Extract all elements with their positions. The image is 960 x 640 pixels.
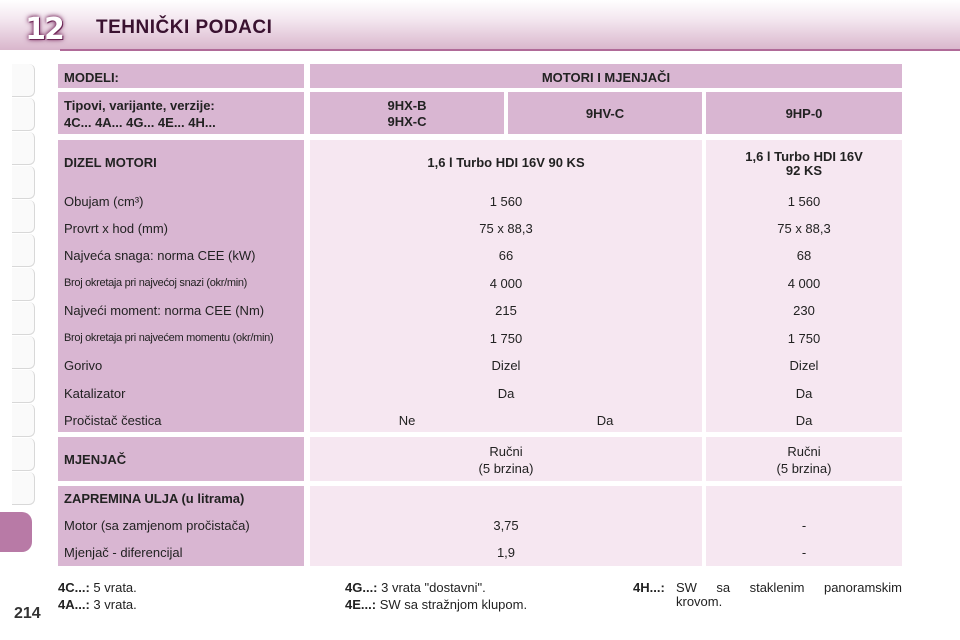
types-label-line2: 4C... 4A... 4G... 4E... 4H... — [64, 115, 216, 130]
engine1-name: 1,6 l Turbo HDI 16V 90 KS — [427, 155, 585, 170]
oil-value-engine2: - — [801, 518, 807, 533]
engines-header: MOTORI I MJENJAČI — [310, 64, 902, 88]
spec-label: Gorivo — [64, 358, 103, 373]
spec-value-engine1: Dizel — [491, 358, 521, 373]
chapter-badge: 12 — [25, 12, 63, 47]
footnote-text: SW sa stražnjom klupom. — [379, 597, 528, 612]
diesel-label: DIZEL MOTORI — [64, 155, 157, 170]
footnote-4g — [345, 580, 486, 595]
footnote-4h-text-line2: krovom. — [676, 594, 723, 609]
page-number: 214 — [14, 605, 41, 622]
spec-value-engine2: Da — [795, 386, 813, 401]
oil-row-label: Mjenjač - diferencijal — [64, 545, 183, 560]
footnote-4e — [345, 597, 527, 612]
oil-value-engine1: 3,75 — [493, 518, 519, 533]
spec-value-engine2: 230 — [793, 303, 815, 318]
footnote-text: 3 vrata "dostavni". — [381, 580, 486, 595]
chapter-tab[interactable] — [12, 234, 35, 267]
spec-value-engine1: Da — [497, 386, 515, 401]
gearbox-engine2-line1: Ručni — [787, 444, 821, 459]
chapter-tab[interactable] — [12, 438, 35, 471]
footnote-code: 4C...: — [58, 580, 90, 595]
footnote-text: 3 vrata. — [93, 597, 137, 612]
spec-value-engine1: 215 — [495, 303, 517, 318]
spec-value-engine2: 4 000 — [787, 276, 821, 291]
spec-label: Katalizator — [64, 386, 126, 401]
spec-value-engine2: Dizel — [789, 358, 819, 373]
chapter-tab[interactable] — [12, 472, 35, 505]
spec-label: Obujam (cm³) — [64, 194, 144, 209]
footnote-4h-text-line1: SW sa staklenim panoramskim — [676, 580, 902, 595]
filter-value-9hxb-9hxc: Ne — [398, 413, 416, 428]
type-col1-line1: 9HX-B — [387, 98, 427, 113]
gearbox-engine1-line2: (5 brzina) — [478, 461, 534, 476]
type-col1 — [310, 92, 504, 134]
footnote-code: 4A...: — [58, 597, 90, 612]
types-label — [58, 92, 304, 134]
spec-label: Broj okretaja pri najvećoj snazi (okr/min) — [64, 277, 248, 289]
chapter-tab[interactable] — [12, 166, 35, 199]
footnote-code: 4G...: — [345, 580, 378, 595]
spec-value-engine1: 66 — [498, 248, 514, 263]
footnote-text: 5 vrata. — [93, 580, 137, 595]
gearbox-engine1-line1: Ručni — [489, 444, 523, 459]
spec-value-engine1: 4 000 — [489, 276, 523, 291]
footnote-code: 4H...: — [633, 580, 665, 595]
spec-value-engine2: 1 560 — [787, 194, 821, 209]
spec-value-engine2: 75 x 88,3 — [777, 221, 831, 236]
spec-label: Provrt x hod (mm) — [64, 221, 169, 236]
filter-label: Pročistač čestica — [64, 413, 162, 428]
engine2-name-line2: 92 KS — [785, 163, 823, 178]
header-divider — [60, 49, 960, 51]
chapter-tab[interactable] — [12, 98, 35, 131]
footnote-4c — [58, 580, 137, 595]
page-title: TEHNIČKI PODACI — [96, 17, 273, 38]
chapter-tab[interactable] — [12, 268, 35, 301]
models-header: MODELI: — [58, 64, 304, 88]
spec-value-engine1: 75 x 88,3 — [479, 221, 533, 236]
spec-value-engine2: 1 750 — [787, 331, 821, 346]
filter-value-9hvc: Da — [596, 413, 614, 428]
chapter-tab[interactable] — [12, 200, 35, 233]
spec-label: Najveća snaga: norma CEE (kW) — [64, 248, 256, 263]
footnote-4h — [633, 580, 665, 595]
oil-label: ZAPREMINA ULJA (u litrama) — [64, 491, 245, 506]
chapter-tab[interactable] — [12, 370, 35, 403]
chapter-tabs — [0, 60, 40, 580]
gearbox-engine2-line2: (5 brzina) — [776, 461, 832, 476]
chapter-tab[interactable] — [12, 132, 35, 165]
filter-value-9hp0: Da — [795, 413, 813, 428]
footnote-code: 4E...: — [345, 597, 377, 612]
types-label-line1: Tipovi, varijante, verzije: — [64, 98, 215, 113]
gearbox-label: MJENJAČ — [64, 452, 127, 467]
oil-row-label: Motor (sa zamjenom pročistača) — [64, 518, 250, 533]
chapter-tab-active[interactable] — [0, 512, 32, 552]
type-col2: 9HV-C — [508, 92, 702, 134]
oil-value-engine2: - — [801, 545, 807, 560]
chapter-tab[interactable] — [12, 302, 35, 335]
type-col3: 9HP-0 — [706, 92, 902, 134]
chapter-tab[interactable] — [12, 336, 35, 369]
spec-label: Najveći moment: norma CEE (Nm) — [64, 303, 265, 318]
engine2-name-line1: 1,6 l Turbo HDI 16V — [745, 149, 863, 164]
spec-label: Broj okretaja pri najvećem momentu (okr/min) — [64, 332, 274, 344]
footnote-4a — [58, 597, 137, 612]
oil-value-engine1: 1,9 — [496, 545, 516, 560]
chapter-tab[interactable] — [12, 404, 35, 437]
type-col1-line2: 9HX-C — [387, 114, 427, 129]
spec-value-engine2: 68 — [796, 248, 812, 263]
spec-value-engine1: 1 560 — [489, 194, 523, 209]
chapter-tab[interactable] — [12, 64, 35, 97]
spec-value-engine1: 1 750 — [489, 331, 523, 346]
